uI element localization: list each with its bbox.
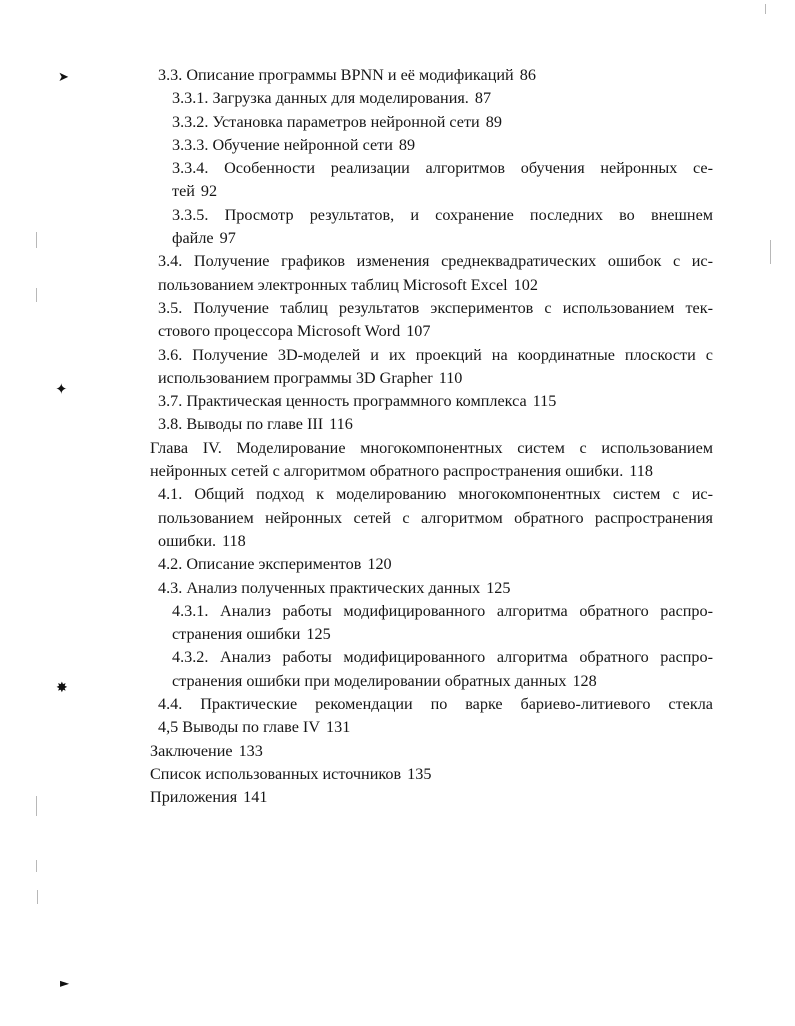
toc-entry-line — [150, 740, 713, 763]
scan-edge-line — [36, 860, 37, 872]
table-of-contents — [0, 64, 795, 810]
toc-page-number: 89 — [485, 112, 502, 131]
toc-page-number: 125 — [306, 625, 331, 644]
toc-entry-line — [158, 274, 713, 297]
toc-entry-text: странения ошибки при моделировании обратных данных — [172, 671, 567, 690]
toc-page-number: 102 — [513, 275, 538, 294]
toc-entry-text: 4.4. Практические рекомендации по варке бариево-литиевого стекла — [158, 695, 713, 714]
toc-entry-line — [172, 111, 713, 134]
toc-entry-line — [172, 87, 713, 110]
toc-entry-line — [172, 180, 713, 203]
toc-entry — [158, 297, 713, 344]
toc-entry-text: нейронных сетей с алгоритмом обратного распространения ошибки. — [150, 462, 624, 481]
toc-entry-line — [158, 716, 713, 739]
toc-page-number: 133 — [238, 741, 263, 760]
toc-entry-line — [150, 786, 713, 809]
toc-entry — [172, 111, 713, 134]
toc-entry-line — [158, 530, 713, 553]
toc-entry-line — [172, 623, 713, 646]
toc-entry-text: 4.3.2. Анализ работы модифицированного алгоритма обратного распро- — [172, 648, 713, 667]
toc-entry — [158, 344, 713, 391]
scan-mark-icon: ➤ — [58, 70, 69, 85]
toc-entry — [172, 646, 713, 693]
toc-entry — [150, 763, 713, 786]
toc-entry — [150, 740, 713, 763]
toc-entry-line — [150, 460, 713, 483]
toc-page-number: 125 — [486, 578, 511, 597]
toc-entry-line — [158, 553, 713, 576]
toc-entry-text: 3.8. Выводы по главе III — [158, 415, 324, 434]
toc-entry — [150, 786, 713, 809]
toc-entry-text: 4.1. Общий подход к моделированию многокомпонентных систем с ис- — [158, 485, 713, 504]
toc-page-number: 135 — [407, 764, 432, 783]
toc-entry-line — [172, 670, 713, 693]
toc-page-number: 89 — [398, 135, 416, 154]
toc-entry — [172, 204, 713, 251]
toc-entry — [158, 250, 713, 297]
toc-entry-text: 4.3.1. Анализ работы модифицированного алгоритма обратного распро- — [172, 601, 713, 620]
toc-entry-text: 3.5. Получение таблиц результатов экспериментов с использованием тек- — [158, 298, 713, 317]
toc-page-number: 86 — [519, 66, 536, 84]
toc-entry-line — [172, 134, 713, 157]
toc-entry — [158, 483, 713, 553]
toc-entry-text: 4,5 Выводы по главе IV — [158, 718, 321, 737]
toc-entry-line — [172, 227, 713, 250]
toc-entry-line — [150, 763, 713, 786]
toc-entry — [172, 157, 713, 204]
toc-entry-text: Приложения — [150, 788, 238, 807]
toc-entry — [150, 437, 713, 484]
toc-entry — [158, 413, 713, 436]
toc-entry-text: 3.6. Получение 3D-моделей и их проекций на координатные плоскости с — [158, 345, 713, 364]
toc-entry-text: 3.3.4. Особенности реализации алгоритмов обучения нейронных се- — [172, 159, 713, 178]
toc-entry-text: файле — [172, 229, 214, 248]
toc-page-number: 131 — [326, 718, 351, 737]
toc-entry — [172, 600, 713, 647]
toc-entry-text: 3.3.1. Загрузка данных для моделирования. — [172, 89, 469, 108]
toc-entry-line — [158, 367, 713, 390]
toc-entry-text: стового процессора Microsoft Word — [158, 322, 401, 341]
toc-entry — [158, 577, 713, 600]
scan-edge-line — [37, 890, 38, 904]
toc-page-number: 97 — [219, 229, 236, 248]
toc-entry-text: 4.2. Описание экспериментов — [158, 555, 362, 574]
toc-entry-line — [158, 320, 713, 343]
toc-entry-line — [158, 577, 713, 600]
toc-page-number: 118 — [629, 462, 653, 481]
toc-page-number: 116 — [329, 415, 353, 434]
toc-page-number: 141 — [243, 788, 268, 807]
toc-entry-text: 3.4. Получение графиков изменения среднеквадратических ошибок с ис- — [158, 252, 713, 271]
toc-entry-text: 3.3.5. Просмотр результатов, и сохранение последних во внешнем — [172, 205, 713, 224]
toc-page-number: 107 — [406, 322, 431, 341]
toc-entry — [172, 87, 713, 110]
toc-entry-text: 4.3. Анализ полученных практических данных — [158, 578, 481, 597]
toc-entry-text: пользованием электронных таблиц Microsoft Excel — [158, 275, 508, 294]
toc-page-number: 115 — [532, 392, 557, 411]
toc-entry-text: 3.3.3. Обучение нейронной сети — [172, 135, 393, 154]
toc-entry-text: тей — [172, 182, 195, 201]
toc-entry-text: странения ошибки — [172, 625, 301, 644]
toc-entry — [158, 390, 713, 413]
toc-entry-text: Список использованных источников — [150, 764, 402, 783]
toc-page-number: 118 — [222, 531, 246, 550]
toc-entry-text: ошибки. — [158, 531, 217, 550]
toc-entry — [172, 134, 713, 157]
toc-entry-text: использованием программы 3D Grapher — [158, 368, 433, 387]
scan-mark-icon: ✦ — [55, 380, 68, 398]
toc-entry — [158, 64, 713, 87]
toc-entry-line — [158, 413, 713, 436]
toc-entry-text: 3.7. Практическая ценность программного комплекса — [158, 392, 527, 411]
toc-page-number: 110 — [438, 368, 463, 387]
toc-entry-line — [158, 64, 713, 87]
scan-edge-line — [765, 4, 766, 14]
toc-entry-text: Глава IV. Моделирование многокомпонентных систем с использованием — [150, 438, 713, 457]
toc-page-number: 87 — [474, 89, 492, 108]
toc-entry-text: 3.3. Описание программы BPNN и её модификаций — [158, 66, 514, 84]
scan-mark-icon: ✸ — [56, 680, 68, 696]
toc-entry — [158, 553, 713, 576]
toc-page-number: 128 — [572, 671, 597, 690]
toc-page-number: 92 — [200, 182, 218, 201]
toc-entry-text: Заключение — [150, 741, 233, 760]
toc-entry-text: 3.3.2. Установка параметров нейронной сети — [172, 112, 480, 131]
scan-mark-icon: ► — [60, 976, 70, 990]
toc-page-number: 120 — [367, 555, 392, 574]
toc-entry-line — [158, 390, 713, 413]
toc-entry — [158, 693, 713, 740]
toc-entry-text: пользованием нейронных сетей с алгоритмом обратного распространения — [158, 508, 713, 527]
